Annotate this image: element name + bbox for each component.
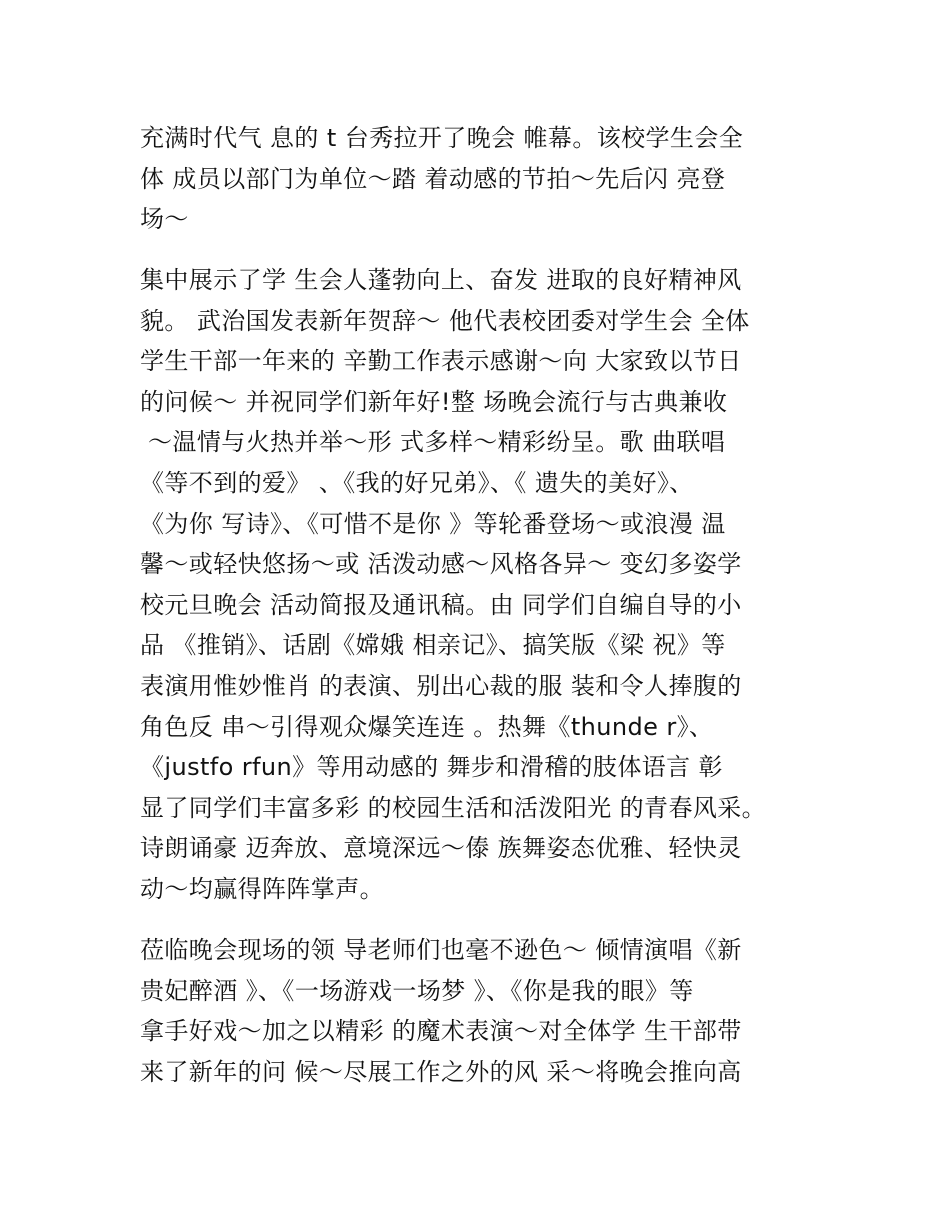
paragraph-performances <box>140 260 830 910</box>
paragraph-opening <box>140 118 830 240</box>
text-line: 角色反 串～引得观众爆笑连连 。热舞《thunde r》、 <box>140 712 714 741</box>
text-line: 贵妃醉酒 》、《一场游戏一场梦 》、《你是我的眼》等 <box>140 976 694 1005</box>
text-line: ～温情与火热并举～形 式多样～精彩纷呈。歌 曲联唱 <box>140 428 726 457</box>
paragraph-teachers <box>140 930 830 1092</box>
text-line: 拿手好戏～加之以精彩 的魔术表演～对全体学 生干部带 <box>140 1017 742 1046</box>
text-line: 《justfo rfun》等用动感的 舞步和滑稽的肢体语言 彰 <box>140 753 723 782</box>
text-line: 表演用惟妙惟肖 的表演、别出心裁的服 装和令人捧腹的 <box>140 671 742 700</box>
text-line: 集中展示了学 生会人蓬勃向上、奋发 进取的良好精神风 <box>140 266 742 294</box>
text-line: 场～ <box>140 205 189 234</box>
text-line: 显了同学们丰富多彩 的校园生活和活泼阳光 的青春风采。 <box>140 793 767 822</box>
text-line: 学生干部一年来的 辛勤工作表示感谢～向 大家致以节日 <box>140 347 742 376</box>
text-line: 的问候～ 并祝同学们新年好!整 场晚会流行与古典兼收 <box>140 387 728 416</box>
text-line: 品 《推销》、话剧《嫦娥 相亲记》、搞笑版《梁 祝》等 <box>140 631 726 660</box>
text-line: 体 成员以部门为单位～踏 着动感的节拍～先后闪 亮登 <box>140 164 726 193</box>
text-line: 来了新年的问 候～尽展工作之外的风 采～将晚会推向高 <box>140 1057 742 1086</box>
text-line: 动～均赢得阵阵掌声。 <box>140 874 384 903</box>
text-line: 貌。 武治国发表新年贺辞～ 他代表校团委对学生会 全体 <box>140 306 750 335</box>
text-line: 诗朗诵豪 迈奔放、意境深远～傣 族舞姿态优雅、轻快灵 <box>140 834 742 863</box>
text-line: 《等不到的爱》 、《我的好兄弟》、《 遗失的美好》、 <box>140 468 694 497</box>
text-line: 莅临晚会现场的领 导老师们也毫不逊色～ 倾情演唱《新 <box>140 936 742 964</box>
text-line: 校元旦晚会 活动简报及通讯稿。由 同学们自编自导的小 <box>140 590 742 619</box>
text-line: 充满时代气 息的 t 台秀拉开了晚会 帷幕。该校学生会全 <box>140 124 744 152</box>
text-line: 馨～或轻快悠扬～或 活泼动感～风格各异～ 变幻多姿学 <box>140 550 742 579</box>
text-line: 《为你 写诗》、《可惜不是你 》等轮番登场～或浪漫 温 <box>140 509 726 538</box>
